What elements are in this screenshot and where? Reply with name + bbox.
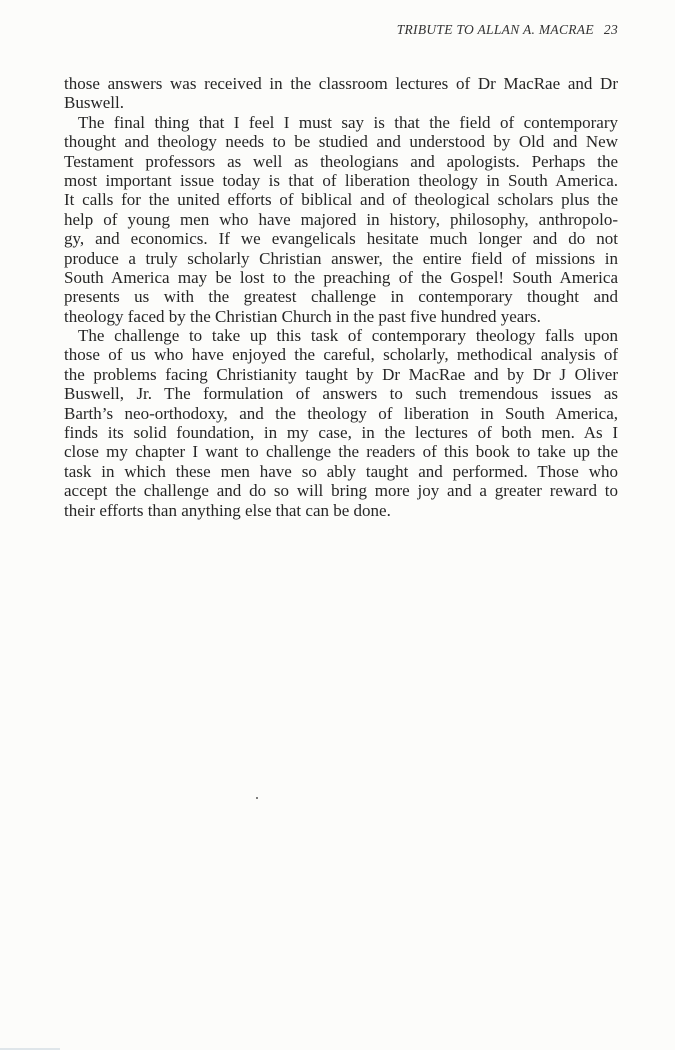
text-line: close my chapter I want to challenge the readers of this book to take up the xyxy=(64,442,618,462)
running-header xyxy=(397,22,618,38)
text-line: South America may be lost to the preaching of the Gospel! South America xyxy=(64,267,618,287)
text-line: their efforts than anything else that can be done. xyxy=(64,500,391,520)
paragraph xyxy=(64,74,618,113)
text-line: The final thing that I feel I must say is that the field of contemporary xyxy=(78,112,618,132)
text-line: task in which these men have so ably taught and performed. Those who xyxy=(64,461,618,481)
speck-mark xyxy=(256,797,258,799)
text-line: produce a truly scholarly Christian answer, the entire field of missions in xyxy=(64,248,618,268)
text-line: gy, and economics. If we evangelicals hesitate much longer and do not xyxy=(64,229,618,249)
text-line: Testament professors as well as theologians and apologists. Perhaps the xyxy=(64,151,618,171)
text-line: finds its solid foundation, in my case, in the lectures of both men. As I xyxy=(64,423,618,443)
text-line: most important issue today is that of liberation theology in South America. xyxy=(64,170,618,190)
text-line: presents us with the greatest challenge in contemporary thought and xyxy=(64,287,618,307)
body-text xyxy=(64,74,618,520)
text-line: theology faced by the Christian Church in the past five hundred years. xyxy=(64,306,541,326)
text-line: help of young men who have majored in history, philosophy, anthropolo- xyxy=(64,209,618,229)
text-line: accept the challenge and do so will bring more joy and a greater reward to xyxy=(64,481,618,501)
text-line: Buswell. xyxy=(64,93,124,113)
text-line: The challenge to take up this task of contemporary theology falls upon xyxy=(78,326,618,346)
running-title: TRIBUTE TO ALLAN A. MACRAE xyxy=(396,22,594,37)
paragraph xyxy=(64,113,618,326)
text-line: thought and theology needs to be studied and understood by Old and New xyxy=(64,132,618,152)
paragraph xyxy=(64,326,618,520)
text-line: Barth’s neo-orthodoxy, and the theology of liberation in South America, xyxy=(64,403,618,423)
text-line: those answers was received in the classroom lectures of Dr MacRae and Dr xyxy=(64,74,618,93)
text-line: those of us who have enjoyed the careful, scholarly, methodical analysis of xyxy=(64,345,618,365)
text-line: the problems facing Christianity taught by Dr MacRae and by Dr J Oliver xyxy=(64,364,618,384)
text-line: It calls for the united efforts of biblical and of theological scholars plus the xyxy=(64,190,618,210)
text-line: Buswell, Jr. The formulation of answers to such tremendous issues as xyxy=(64,384,618,404)
page-number: 23 xyxy=(603,22,618,37)
